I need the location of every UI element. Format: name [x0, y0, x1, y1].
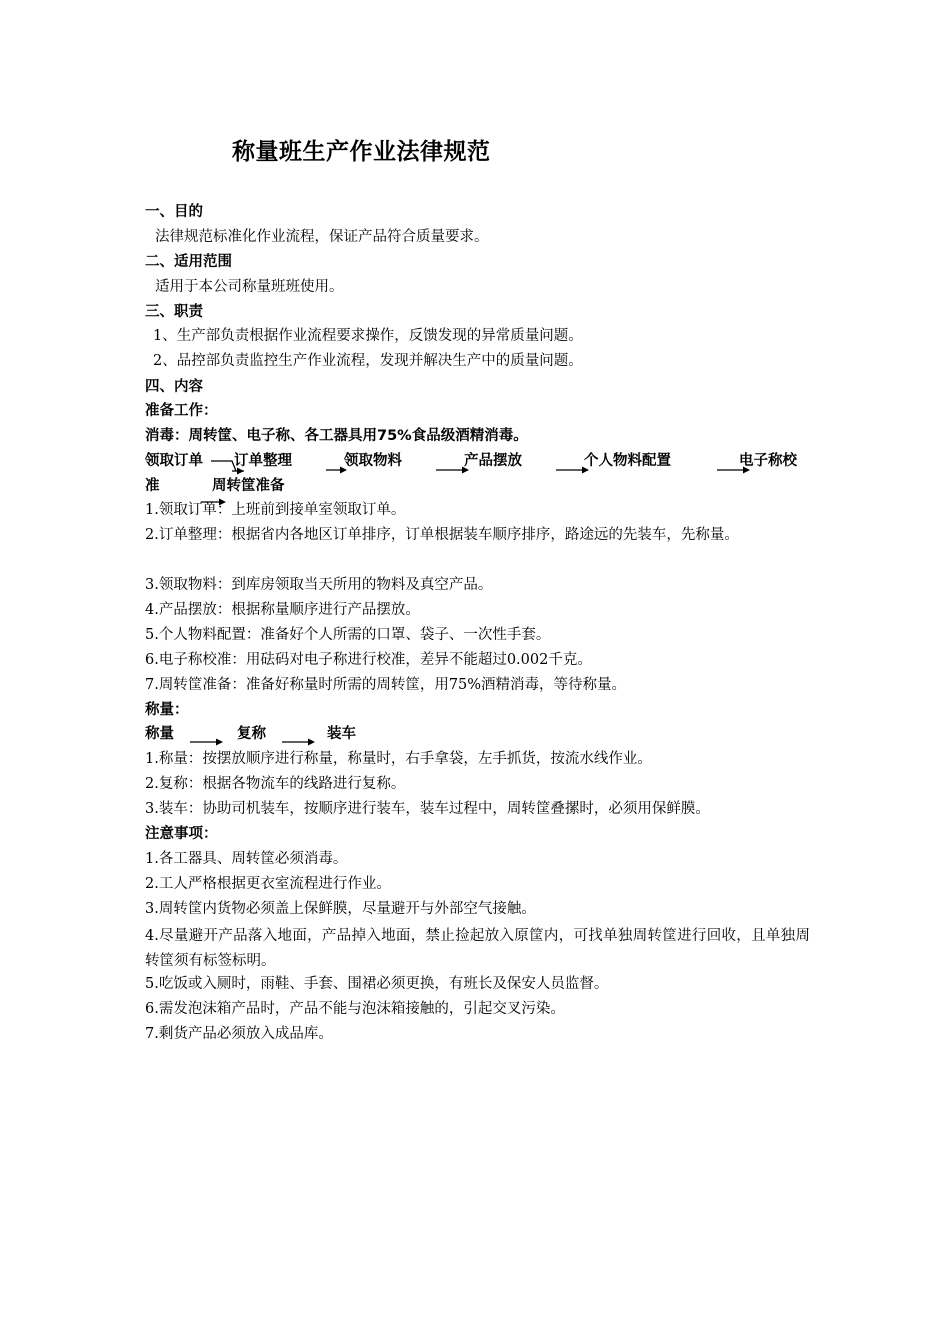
section-scope-text: 适用于本公司称量班班使用。 [155, 279, 344, 295]
flow-step: 产品摆放 [464, 453, 522, 469]
weigh-item: 1.称量：按摆放顺序进行称量，称量时，右手拿袋，左手抓货，按流水线作业。 [145, 751, 652, 767]
notes-heading: 注意事项： [145, 826, 218, 842]
note-item: 1.各工器具、周转筐必须消毒。 [145, 851, 348, 867]
flow-step: 订单整理 [234, 453, 292, 469]
flow-step: 准 [145, 478, 160, 494]
section-content-heading: 四、内容 [145, 379, 203, 395]
flow-step: 装车 [327, 726, 356, 742]
flow-arrow-icon [189, 733, 225, 749]
prep-item: 7.周转筐准备：准备好称量时所需的周转筐，用75%酒精消毒，等待称量。 [145, 677, 627, 693]
duty-item: 2、品控部负责监控生产作业流程，发现并解决生产中的质量问题。 [153, 353, 583, 369]
disinfect-text: 消毒：周转筐、电子称、各工器具用75%食品级酒精消毒。 [145, 428, 528, 444]
flow-step: 复称 [237, 726, 266, 742]
prep-heading: 准备工作： [145, 403, 218, 419]
flow-step: 领取物料 [344, 453, 402, 469]
prep-item: 6.电子称校准：用砝码对电子称进行校准，差异不能超过0.002千克。 [145, 652, 592, 668]
note-item: 7.剩货产品必须放入成品库。 [145, 1026, 333, 1042]
prep-item: 1.领取订单：上班前到接单室领取订单。 [145, 502, 406, 518]
prep-item: 5.个人物料配置：准备好个人所需的口罩、袋子、一次性手套。 [145, 627, 551, 643]
weigh-heading: 称量： [145, 702, 189, 718]
flow-step: 个人物料配置 [584, 453, 671, 469]
prep-item: 2.订单整理：根据省内各地区订单排序，订单根据装车顺序排序，路途远的先装车，先称量。 [145, 527, 739, 543]
flow-step: 周转筐准备 [212, 478, 285, 494]
flow-arrow-icon [281, 733, 317, 749]
weigh-item: 3.装车：协助司机装车，按顺序进行装车，装车过程中，周转筐叠摞时，必须用保鲜膜。 [145, 801, 710, 817]
flow-arrow-icon [716, 459, 752, 475]
prep-item: 4.产品摆放：根据称量顺序进行产品摆放。 [145, 602, 420, 618]
note-item: 2.工人严格根据更衣室流程进行作业。 [145, 876, 391, 892]
section-purpose-text: 法律规范标准化作业流程，保证产品符合质量要求。 [155, 229, 489, 245]
document-title: 称量班生产作业法律规范 [232, 139, 491, 165]
prep-item: 3.领取物料：到库房领取当天所用的物料及真空产品。 [145, 577, 493, 593]
section-purpose-heading: 一、目的 [145, 204, 203, 220]
note-item: 5.吃饭或入厕时，雨鞋、手套、围裙必须更换，有班长及保安人员监督。 [145, 976, 609, 992]
flow-arrow-icon [325, 459, 349, 475]
flow-step: 称量 [145, 726, 174, 742]
note-item: 3.周转筐内货物必须盖上保鲜膜，尽量避开与外部空气接触。 [145, 901, 536, 917]
flow-arrow-icon [435, 459, 471, 475]
flow-step: 电子称校 [739, 453, 797, 469]
section-duty-heading: 三、职责 [145, 304, 203, 320]
note-item: 4.尽量避开产品落入地面，产品掉入地面，禁止捡起放入原筐内，可找单独周转筐进行回收，且单独周转筐须有标签标明。 [145, 928, 810, 969]
flow-arrow-icon [210, 459, 246, 475]
flow-arrow-icon [555, 459, 591, 475]
note-item: 6.需发泡沫箱产品时，产品不能与泡沫箱接触的，引起交叉污染。 [145, 1001, 565, 1017]
section-scope-heading: 二、适用范围 [145, 254, 232, 270]
flow-step: 领取订单 [145, 453, 203, 469]
weigh-item: 2.复称：根据各物流车的线路进行复称。 [145, 776, 406, 792]
duty-item: 1、生产部负责根据作业流程要求操作，反馈发现的异常质量问题。 [153, 328, 583, 344]
